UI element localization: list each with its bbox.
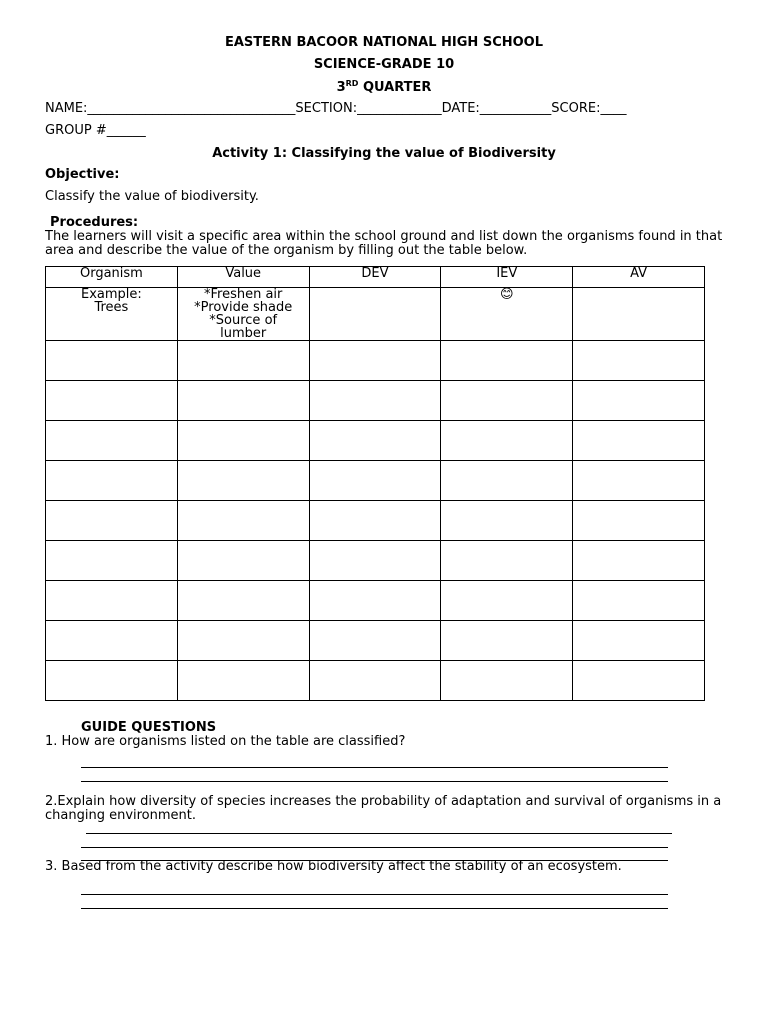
dev-cell[interactable] xyxy=(309,421,441,461)
organism-cell[interactable] xyxy=(46,541,178,581)
table-row xyxy=(46,501,705,541)
subject-grade: SCIENCE-GRADE 10 xyxy=(313,57,455,72)
example-value-1: *Freshen air xyxy=(203,287,283,302)
iev-cell[interactable] xyxy=(441,421,573,461)
table-row xyxy=(46,661,705,701)
name-section-date-score-line[interactable]: NAME:________________________________SECTION:_____________DATE:___________SCORE:____ xyxy=(45,101,627,116)
smiley-icon: 😊 xyxy=(500,287,514,302)
iev-cell[interactable] xyxy=(441,541,573,581)
quarter-number: 3 xyxy=(336,80,346,95)
question-3: 3. Based from the activity describe how biodiversity affect the stability of an ecosystem. xyxy=(45,859,622,874)
answer-line-2a[interactable] xyxy=(86,833,672,834)
header-iev: IEV xyxy=(441,267,573,288)
example-row xyxy=(46,288,705,341)
iev-cell[interactable] xyxy=(441,501,573,541)
dev-cell[interactable] xyxy=(309,541,441,581)
dev-cell[interactable] xyxy=(309,661,441,701)
answer-line-2b[interactable] xyxy=(81,847,668,848)
header-av: AV xyxy=(573,267,705,288)
header-organism: Organism xyxy=(46,267,178,288)
iev-cell[interactable] xyxy=(441,581,573,621)
table-row xyxy=(46,541,705,581)
example-dev-cell[interactable] xyxy=(309,288,441,341)
table-row xyxy=(46,581,705,621)
iev-cell[interactable] xyxy=(441,661,573,701)
group-number-line[interactable]: GROUP #______ xyxy=(45,123,146,138)
example-value-cell xyxy=(177,288,309,341)
av-cell[interactable] xyxy=(573,541,705,581)
quarter-heading xyxy=(0,79,768,95)
example-organism-cell xyxy=(46,288,178,341)
procedures-text-line-1: The learners will visit a specific area within the school ground and list down the organisms found in that xyxy=(45,229,723,244)
av-cell[interactable] xyxy=(573,421,705,461)
table-row xyxy=(46,461,705,501)
header-dev: DEV xyxy=(309,267,441,288)
value-cell[interactable] xyxy=(177,461,309,501)
question-1: 1. How are organisms listed on the table are classified? xyxy=(45,734,406,749)
quarter-superscript: RD xyxy=(345,79,359,88)
guide-questions-title: GUIDE QUESTIONS xyxy=(81,720,217,735)
av-cell[interactable] xyxy=(573,621,705,661)
av-cell[interactable] xyxy=(573,461,705,501)
procedures-text-line-2: area and describe the value of the organism by filling out the table below. xyxy=(45,243,528,258)
procedures-label: Procedures: xyxy=(50,215,139,230)
organism-cell[interactable] xyxy=(46,341,178,381)
answer-line-3b[interactable] xyxy=(81,908,668,909)
av-cell[interactable] xyxy=(573,501,705,541)
organism-cell[interactable] xyxy=(46,661,178,701)
value-cell[interactable] xyxy=(177,581,309,621)
table-row xyxy=(46,341,705,381)
quarter-word: QUARTER xyxy=(362,80,432,95)
table-header-row xyxy=(46,267,705,288)
organism-cell[interactable] xyxy=(46,621,178,661)
example-av-cell[interactable] xyxy=(573,288,705,341)
organism-cell[interactable] xyxy=(46,501,178,541)
av-cell[interactable] xyxy=(573,581,705,621)
dev-cell[interactable] xyxy=(309,341,441,381)
value-cell[interactable] xyxy=(177,341,309,381)
dev-cell[interactable] xyxy=(309,581,441,621)
table-row xyxy=(46,381,705,421)
objective-label: Objective: xyxy=(45,167,120,182)
answer-line-1b[interactable] xyxy=(81,781,668,782)
example-value-2: *Provide shade xyxy=(194,300,293,315)
value-cell[interactable] xyxy=(177,421,309,461)
example-iev-cell[interactable] xyxy=(441,288,573,341)
av-cell[interactable] xyxy=(573,661,705,701)
organism-cell[interactable] xyxy=(46,381,178,421)
dev-cell[interactable] xyxy=(309,381,441,421)
iev-cell[interactable] xyxy=(441,461,573,501)
table-row xyxy=(46,621,705,661)
value-cell[interactable] xyxy=(177,621,309,661)
answer-line-3a[interactable] xyxy=(81,894,668,895)
example-label: Example: xyxy=(81,287,142,302)
organism-cell[interactable] xyxy=(46,421,178,461)
table-row xyxy=(46,421,705,461)
value-cell[interactable] xyxy=(177,541,309,581)
activity-title: Activity 1: Classifying the value of Biodiversity xyxy=(212,146,556,161)
av-cell[interactable] xyxy=(573,341,705,381)
dev-cell[interactable] xyxy=(309,621,441,661)
organism-cell[interactable] xyxy=(46,581,178,621)
header-value: Value xyxy=(177,267,309,288)
objective-text: Classify the value of biodiversity. xyxy=(45,189,259,204)
example-organism: Trees xyxy=(94,300,129,315)
dev-cell[interactable] xyxy=(309,501,441,541)
iev-cell[interactable] xyxy=(441,341,573,381)
answer-line-1a[interactable] xyxy=(81,767,668,768)
example-value-3: *Source of xyxy=(209,313,278,328)
av-cell[interactable] xyxy=(573,381,705,421)
iev-cell[interactable] xyxy=(441,381,573,421)
biodiversity-table xyxy=(45,266,705,701)
example-value-4: lumber xyxy=(220,326,267,341)
school-name: EASTERN BACOOR NATIONAL HIGH SCHOOL xyxy=(224,35,544,50)
dev-cell[interactable] xyxy=(309,461,441,501)
iev-cell[interactable] xyxy=(441,621,573,661)
value-cell[interactable] xyxy=(177,381,309,421)
value-cell[interactable] xyxy=(177,661,309,701)
question-2-line-1: 2.Explain how diversity of species increases the probability of adaptation and survival of organisms in a xyxy=(45,794,722,809)
value-cell[interactable] xyxy=(177,501,309,541)
question-2-line-2: changing environment. xyxy=(45,808,197,823)
organism-cell[interactable] xyxy=(46,461,178,501)
